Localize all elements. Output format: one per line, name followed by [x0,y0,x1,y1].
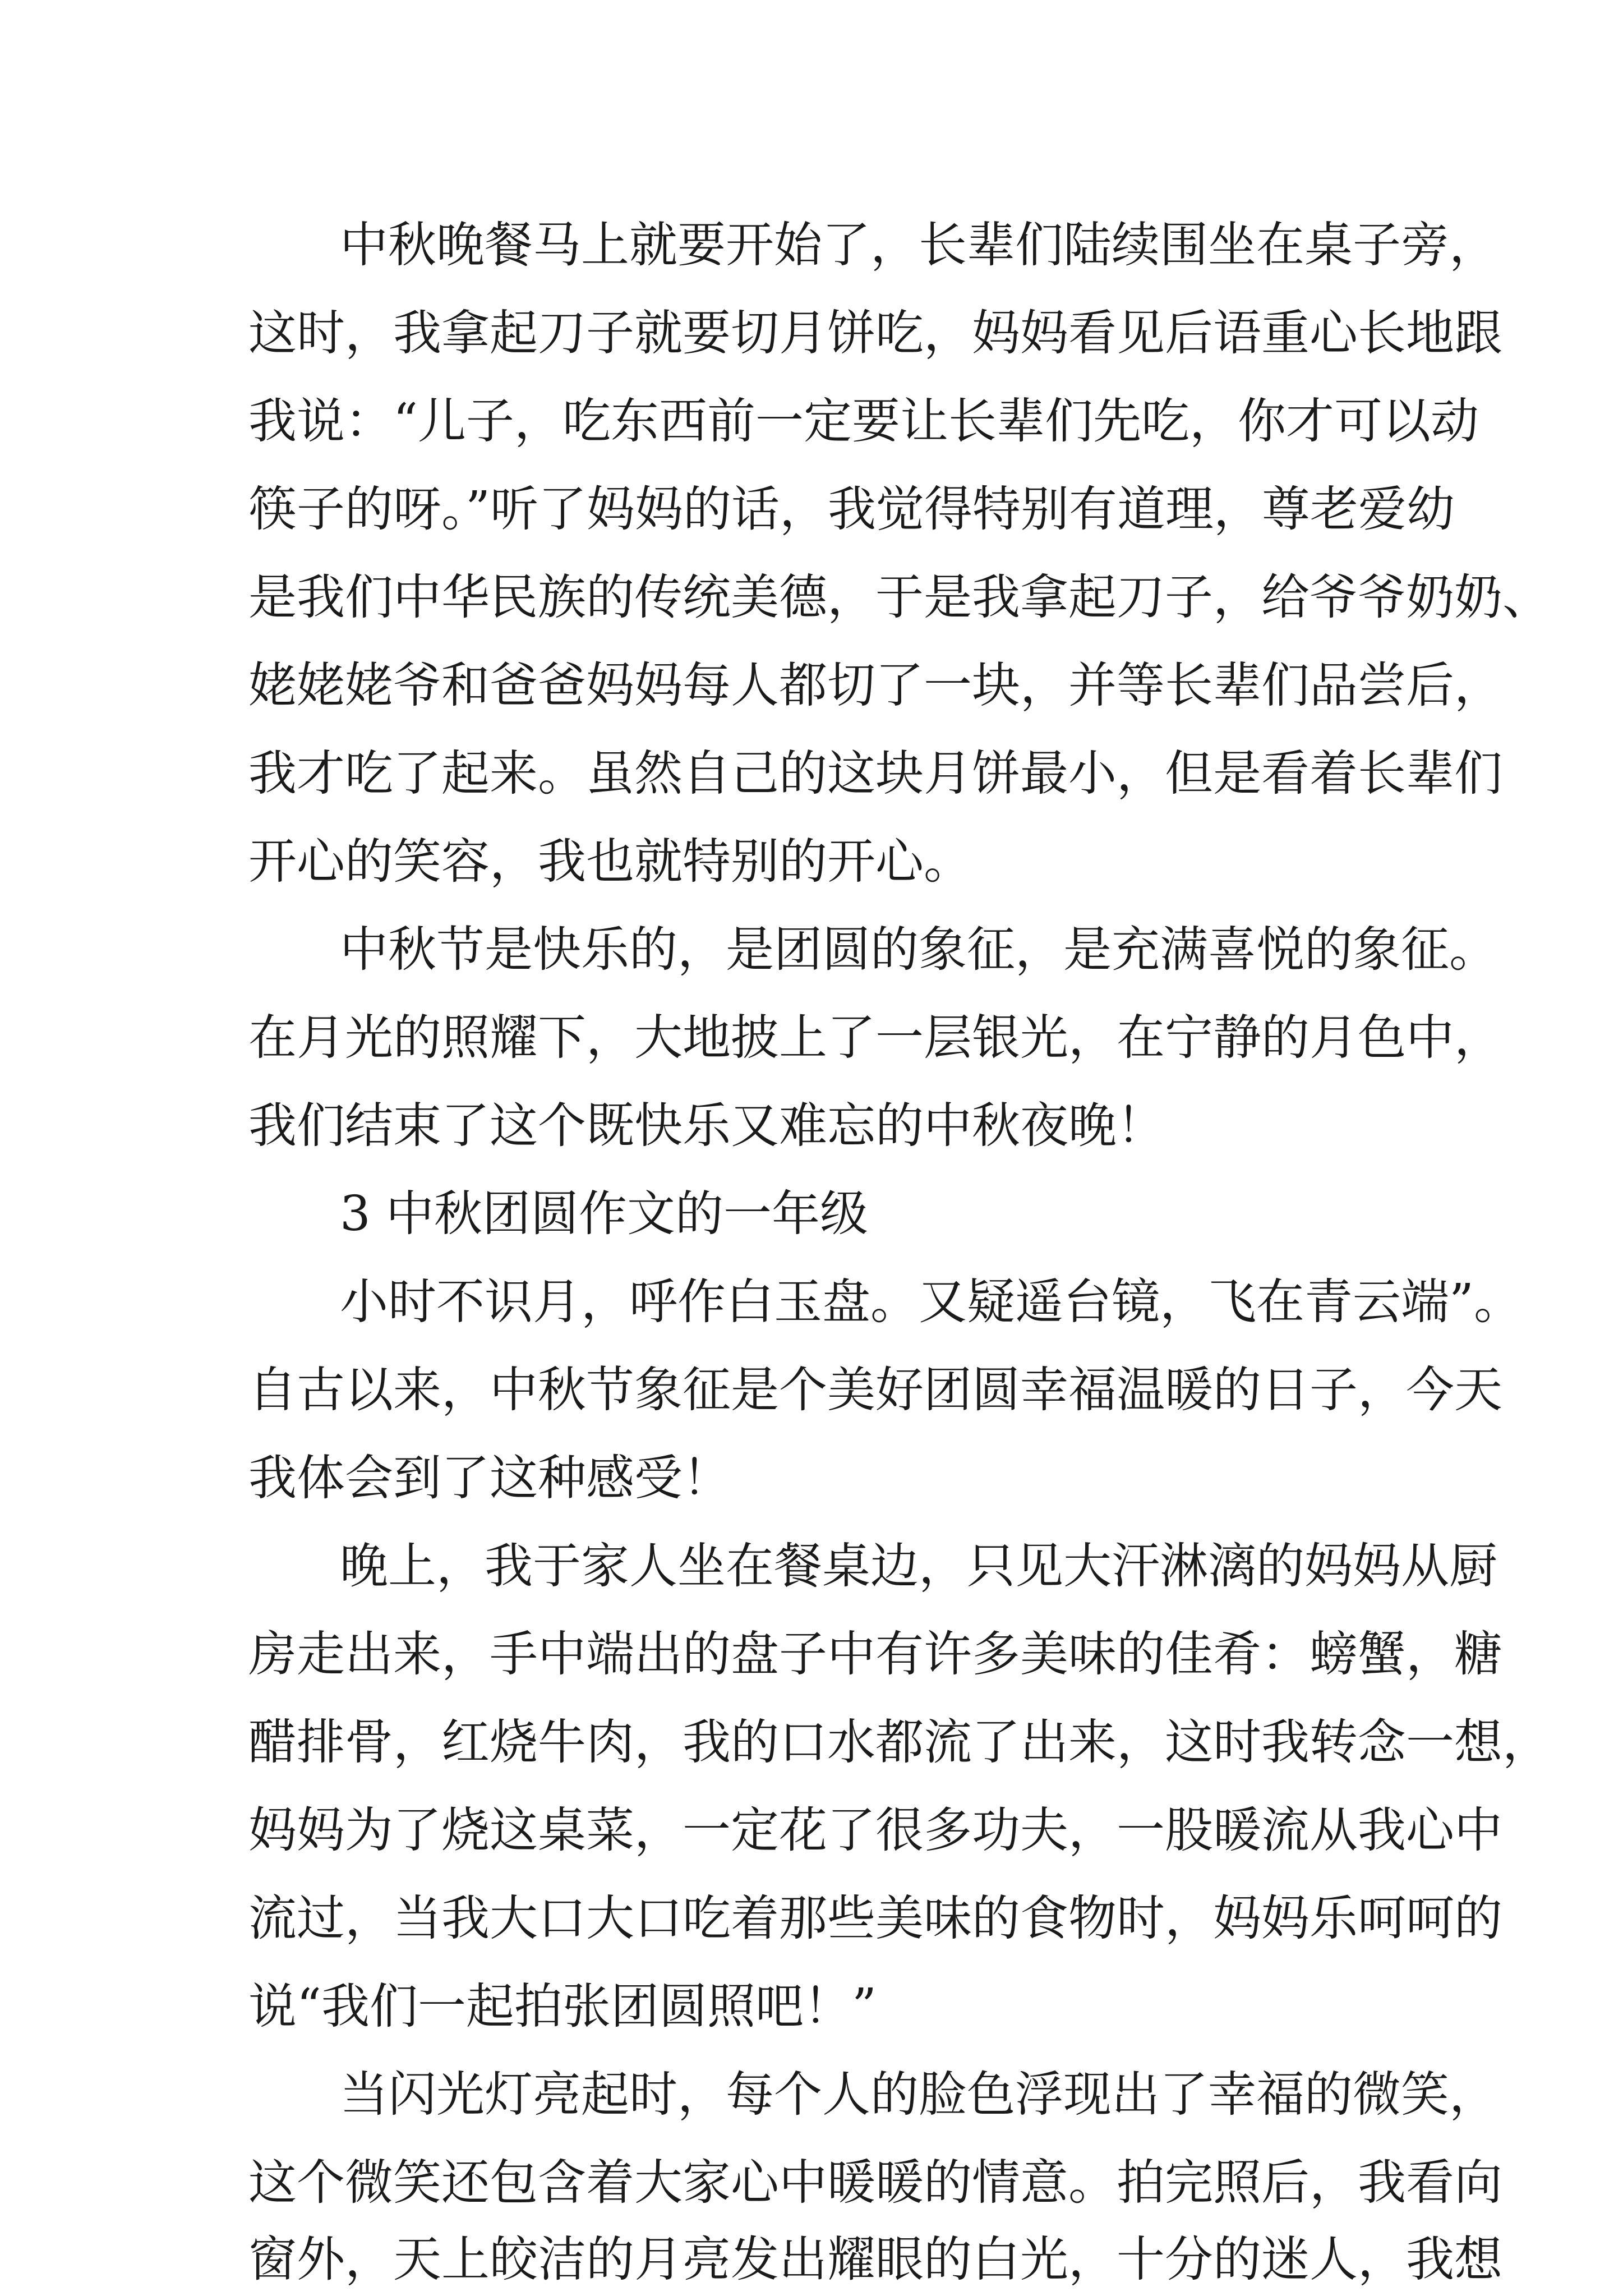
paragraph-line: 房走出来，手中端出的盘子中有许多美味的佳肴：螃蟹，糖 [248,1626,1502,1682]
paragraph-line: 筷子的呀。”听了妈妈的话，我觉得特别有道理，尊老爱幼 [248,481,1455,537]
paragraph-line: 流过，当我大口大口吃着那些美味的食物时，妈妈乐呵呵的 [248,1890,1502,1947]
section-heading: 3 中秋团圆作文的一年级 [340,1186,869,1242]
paragraph-line: 中秋节是快乐的，是团圆的象征，是充满喜悦的象征。 [340,922,1497,978]
paragraph-line: 醋排骨，红烧牛肉，我的口水都流了出来，这时我转念一想， [248,1714,1551,1770]
paragraph-line: 中秋晚餐马上就要开始了，长辈们陆续围坐在桌子旁， [340,217,1497,273]
paragraph-line: 晚上，我于家人坐在餐桌边，只见大汗淋漓的妈妈从厨 [340,1538,1497,1594]
paragraph-line: 开心的笑容，我也就特别的开心。 [248,834,972,890]
paragraph-line: 窗外，天上皎洁的月亮发出耀眼的白光，十分的迷人，我想 [248,2231,1502,2288]
paragraph-line: 我才吃了起来。虽然自己的这块月饼最小，但是看着长辈们 [248,746,1502,802]
paragraph-line: 当闪光灯亮起时，每个人的脸色浮现出了幸福的微笑， [340,2067,1497,2123]
paragraph-line: 这时，我拿起刀子就要切月饼吃，妈妈看见后语重心长地跟 [248,305,1502,361]
paragraph-line: 这个微笑还包含着大家心中暖暖的情意。拍完照后，我看向 [248,2155,1502,2211]
paragraph-line: 姥姥姥爷和爸爸妈妈每人都切了一块，并等长辈们品尝后， [248,657,1502,714]
paragraph-line: 小时不识月，呼作白玉盘。又疑遥台镜，飞在青云端”。 [340,1274,1522,1330]
paragraph-line: 自古以来，中秋节象征是个美好团圆幸福温暖的日子，今天 [248,1362,1502,1418]
paragraph-line: 我说：“儿子，吃东西前一定要让长辈们先吃，你才可以动 [248,393,1479,449]
paragraph-line: 我体会到了这种感受！ [248,1450,731,1506]
paragraph-line: 我们结束了这个既快乐又难忘的中秋夜晚！ [248,1098,1165,1154]
paragraph-line: 在月光的照耀下，大地披上了一层银光，在宁静的月色中， [248,1010,1502,1066]
paragraph-line: 妈妈为了烧这桌菜，一定花了很多功夫，一股暖流从我心中 [248,1802,1502,1858]
paragraph-line: 说“我们一起拍张团圆照吧！” [248,1978,877,2035]
paragraph-line: 是我们中华民族的传统美德，于是我拿起刀子，给爷爷奶奶、 [248,569,1551,625]
